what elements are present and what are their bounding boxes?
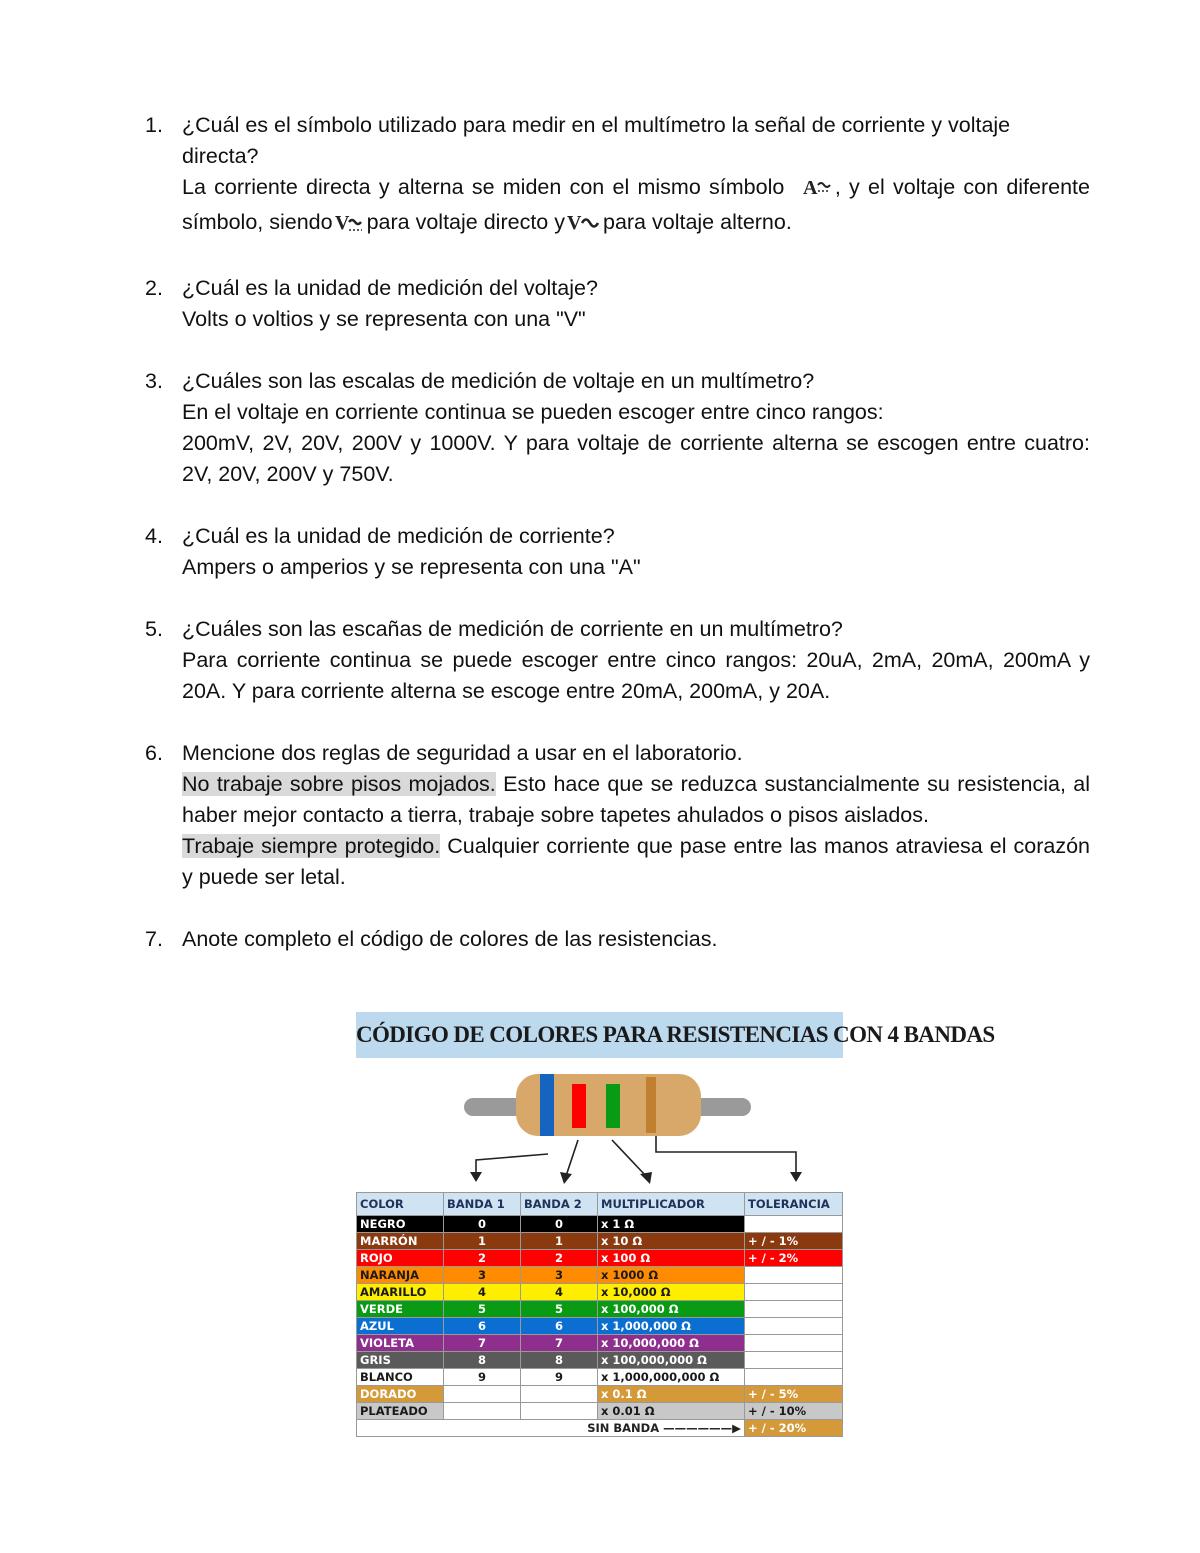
multiplier-cell: x 100,000,000 Ω: [598, 1352, 745, 1369]
tolerance-cell: [745, 1335, 843, 1352]
band-2: [572, 1084, 586, 1128]
question-number: 3.: [145, 369, 163, 393]
multiplier-cell: x 0.1 Ω: [598, 1386, 745, 1403]
answer-part: La corriente directa y alterna se miden con el mismo símbolo: [182, 175, 785, 199]
header-band-1: BANDA 1: [444, 1193, 521, 1216]
answer-text: Ampers o amperios y se representa con una "A": [182, 555, 641, 579]
band-2-cell: 2: [521, 1250, 598, 1267]
multiplier-cell: x 10,000 Ω: [598, 1284, 745, 1301]
question-3: [145, 366, 1090, 490]
color-cell: PLATEADO: [357, 1403, 444, 1420]
answer-text: Para corriente continua se puede escoger entre cinco rangos: 20uA, 2mA, 20mA, 200mA y 20A. Y para corriente alterna se escoge entre 20mA, 200mA, y 20A.: [182, 648, 1090, 703]
tolerance-cell: [745, 1352, 843, 1369]
answer-part: para voltaje alterno.: [602, 210, 792, 234]
tolerance-cell: [745, 1369, 843, 1386]
color-cell: ROJO: [357, 1250, 444, 1267]
band-1-cell: 3: [444, 1267, 521, 1284]
tolerance-cell: + / - 1%: [745, 1233, 843, 1250]
table-row: [357, 1335, 843, 1352]
tolerance-cell: + / - 5%: [745, 1386, 843, 1403]
question-list: [145, 110, 1090, 986]
table-row: [357, 1267, 843, 1284]
tolerance-cell: [745, 1216, 843, 1233]
multiplier-cell: x 1,000,000 Ω: [598, 1318, 745, 1335]
table-row: [357, 1352, 843, 1369]
answer-text: En el voltaje en corriente continua se pueden escoger entre cinco rangos:: [182, 400, 884, 424]
band-1-cell: 2: [444, 1250, 521, 1267]
table-row: [357, 1369, 843, 1386]
table-row-no-band: [357, 1420, 843, 1437]
band-1-cell: 9: [444, 1369, 521, 1386]
question-number: 5.: [145, 617, 163, 641]
band-2-cell: 7: [521, 1335, 598, 1352]
band-2-cell: 0: [521, 1216, 598, 1233]
svg-text:A: A: [802, 177, 818, 198]
voltage-ac-symbol-icon: [567, 211, 601, 242]
question-number: 4.: [145, 524, 163, 548]
ammeter-symbol-icon: [803, 176, 833, 207]
band-1-cell: 0: [444, 1216, 521, 1233]
question-6: [145, 738, 1090, 893]
band-1-cell: 5: [444, 1301, 521, 1318]
question-text: ¿Cuáles son las escalas de medición de voltaje en un multímetro?: [182, 369, 815, 393]
band-1-cell: 8: [444, 1352, 521, 1369]
header-color: COLOR: [357, 1193, 444, 1216]
band-3: [606, 1084, 620, 1128]
band-1-cell: 4: [444, 1284, 521, 1301]
answer-text: Volts o voltios y se representa con una "V": [182, 307, 586, 331]
band-4: [646, 1077, 656, 1133]
multiplier-cell: x 10,000,000 Ω: [598, 1335, 745, 1352]
multiplier-cell: x 10 Ω: [598, 1233, 745, 1250]
question-text: ¿Cuál es la unidad de medición de corriente?: [182, 524, 615, 548]
color-cell: NEGRO: [357, 1216, 444, 1233]
header-band-2: BANDA 2: [521, 1193, 598, 1216]
table-row: [357, 1250, 843, 1267]
band-2-cell: [521, 1403, 598, 1420]
table-row: [357, 1301, 843, 1318]
safety-rule-1: [182, 769, 1090, 831]
svg-text:V: V: [566, 212, 582, 233]
color-cell: NARANJA: [357, 1267, 444, 1284]
table-header-row: [357, 1193, 843, 1216]
header-tolerance: TOLERANCIA: [745, 1193, 843, 1216]
no-band-label: SIN BANDA ——————▶: [357, 1420, 745, 1437]
rule-title-highlight: Trabaje siempre protegido.: [182, 834, 441, 858]
question-number: 1.: [145, 113, 163, 137]
question-7: [145, 924, 1090, 955]
safety-rule-2: [182, 831, 1090, 893]
multiplier-cell: x 1000 Ω: [598, 1267, 745, 1284]
color-cell: AMARILLO: [357, 1284, 444, 1301]
band-2-cell: 4: [521, 1284, 598, 1301]
rule-text: Cualquier corriente que pase entre las manos atraviesa el corazón y puede ser letal.: [182, 834, 1090, 889]
band-2-cell: 6: [521, 1318, 598, 1335]
question-number: 2.: [145, 276, 163, 300]
band-2-cell: 5: [521, 1301, 598, 1318]
table-row: [357, 1403, 843, 1420]
question-text: ¿Cuál es la unidad de medición del voltaje?: [182, 276, 598, 300]
band-2-cell: 9: [521, 1369, 598, 1386]
question-1: [145, 110, 1090, 242]
multiplier-cell: x 100 Ω: [598, 1250, 745, 1267]
band-2-cell: [521, 1386, 598, 1403]
question-text: Mencione dos reglas de seguridad a usar en el laboratorio.: [182, 741, 743, 765]
table-row: [357, 1233, 843, 1250]
tolerance-cell: [745, 1318, 843, 1335]
color-cell: GRIS: [357, 1352, 444, 1369]
arrow-icon: [560, 1172, 572, 1184]
voltage-dc-symbol-icon: [335, 211, 365, 242]
band-2-cell: 8: [521, 1352, 598, 1369]
color-code-table: [356, 1192, 843, 1437]
question-number: 6.: [145, 741, 163, 765]
multiplier-cell: x 0.01 Ω: [598, 1403, 745, 1420]
color-cell: DORADO: [357, 1386, 444, 1403]
table-row: [357, 1284, 843, 1301]
tolerance-cell: [745, 1301, 843, 1318]
answer-part: , y el voltaje con diferente símbolo, siendo: [182, 175, 1090, 234]
band-1-cell: 7: [444, 1335, 521, 1352]
question-text: Anote completo el código de colores de las resistencias.: [182, 927, 718, 951]
multiplier-cell: x 1,000,000,000 Ω: [598, 1369, 745, 1386]
header-multiplier: MULTIPLICADOR: [598, 1193, 745, 1216]
table-row: [357, 1386, 843, 1403]
answer-part: para voltaje directo y: [366, 210, 565, 234]
question-number: 7.: [145, 927, 163, 951]
band-2-cell: 3: [521, 1267, 598, 1284]
table-row: [357, 1216, 843, 1233]
band-1: [540, 1074, 554, 1136]
tolerance-cell: + / - 2%: [745, 1250, 843, 1267]
color-cell: MARRÓN: [357, 1233, 444, 1250]
tolerance-cell: + / - 10%: [745, 1403, 843, 1420]
band-2-cell: 1: [521, 1233, 598, 1250]
resistor-diagram: [356, 1062, 843, 1190]
chart-title: CÓDIGO DE COLORES PARA RESISTENCIAS CON 4 BANDAS: [356, 1012, 843, 1058]
arrow-icon: [470, 1172, 482, 1182]
color-cell: BLANCO: [357, 1369, 444, 1386]
answer-text: [182, 172, 1090, 242]
no-band-tolerance: + / - 20%: [745, 1420, 843, 1437]
band-1-cell: 1: [444, 1233, 521, 1250]
tolerance-cell: [745, 1284, 843, 1301]
band-1-cell: [444, 1403, 521, 1420]
question-2: [145, 273, 1090, 335]
band-1-cell: 6: [444, 1318, 521, 1335]
arrow-icon: [640, 1172, 652, 1184]
color-cell: VERDE: [357, 1301, 444, 1318]
answer-text: 200mV, 2V, 20V, 200V y 1000V. Y para voltaje de corriente alterna se escogen entre cuatro: 2V, 20V, 200V y 750V.: [182, 431, 1090, 486]
question-4: [145, 521, 1090, 583]
question-text: ¿Cuáles son las escañas de medición de corriente en un multímetro?: [182, 617, 843, 641]
tolerance-cell: [745, 1267, 843, 1284]
resistor-color-code-chart: [356, 1012, 995, 1435]
question-5: [145, 614, 1090, 707]
multiplier-cell: x 1 Ω: [598, 1216, 745, 1233]
color-cell: VIOLETA: [357, 1335, 444, 1352]
table-row: [357, 1318, 843, 1335]
svg-text:V: V: [334, 212, 350, 233]
rule-text: Esto hace que se reduzca sustancialmente su resistencia, al haber mejor contacto a tierra, trabaje sobre tapetes ahulados o pisos aislados.: [182, 772, 1091, 827]
multiplier-cell: x 100,000 Ω: [598, 1301, 745, 1318]
band-1-cell: [444, 1386, 521, 1403]
arrow-icon: [790, 1172, 802, 1182]
rule-title-highlight: No trabaje sobre pisos mojados.: [182, 772, 496, 796]
color-cell: AZUL: [357, 1318, 444, 1335]
question-text: ¿Cuál es el símbolo utilizado para medir en el multímetro la señal de corriente y voltaje directa?: [182, 113, 1011, 168]
